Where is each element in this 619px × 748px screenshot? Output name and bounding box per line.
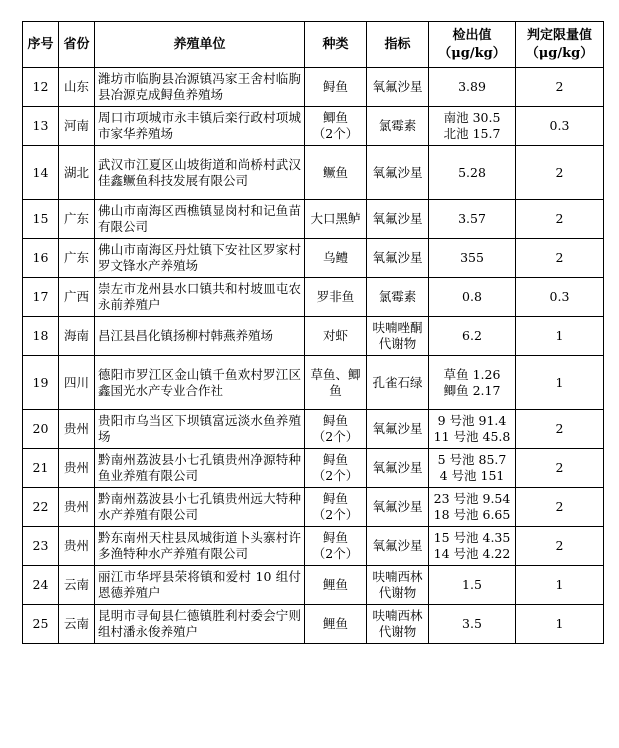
cell-indicator-line: 氧氟沙星 (372, 211, 423, 226)
cell-limit: 0.3 (516, 278, 604, 317)
cell-province: 云南 (59, 605, 95, 644)
table-row (23, 200, 604, 239)
cell-indicator-line: 氯霉素 (378, 118, 417, 133)
cell-farm: 崇左市龙州县水口镇共和村坡皿屯农永前养殖户 (95, 278, 305, 317)
cell-province: 湖北 (59, 146, 95, 200)
cell-species (305, 527, 367, 566)
cell-species (305, 317, 367, 356)
cell-no: 13 (23, 107, 59, 146)
cell-indicator-line: 代谢物 (378, 585, 417, 600)
cell-species-line: 大口黑鲈 (310, 211, 361, 226)
cell-detected (429, 107, 516, 146)
header-limit (516, 22, 604, 68)
cell-farm: 贵阳市乌当区下坝镇富远淡水鱼养殖场 (95, 410, 305, 449)
cell-detected (429, 449, 516, 488)
table-row (23, 449, 604, 488)
cell-province: 广东 (59, 239, 95, 278)
cell-detected-line: 11 号池 45.8 (433, 429, 511, 444)
cell-species-line: （2个） (312, 429, 359, 444)
cell-species (305, 68, 367, 107)
cell-province: 广西 (59, 278, 95, 317)
cell-species-line: 鲟鱼 (322, 491, 348, 506)
table-row (23, 278, 604, 317)
cell-indicator (367, 356, 429, 410)
cell-detected (429, 317, 516, 356)
cell-indicator (367, 605, 429, 644)
cell-detected-line: 0.8 (462, 289, 482, 304)
cell-detected-line: 鲫鱼 2.17 (443, 382, 501, 398)
cell-no: 17 (23, 278, 59, 317)
cell-species-line: 草鱼、鲫鱼 (310, 366, 361, 398)
cell-detected-line: 15 号池 4.35 (433, 530, 511, 545)
header-detected-unit: （μg/kg） (438, 45, 506, 61)
cell-species (305, 200, 367, 239)
cell-limit: 2 (516, 527, 604, 566)
cell-species-line: 罗非鱼 (316, 289, 355, 304)
cell-indicator-line: 孔雀石绿 (372, 374, 423, 390)
cell-indicator (367, 278, 429, 317)
table-row (23, 566, 604, 605)
cell-province: 贵州 (59, 488, 95, 527)
cell-detected-line: 23 号池 9.54 (433, 491, 511, 506)
cell-limit: 0.3 (516, 107, 604, 146)
cell-no: 20 (23, 410, 59, 449)
header-limit-title: 判定限量值 (526, 27, 592, 43)
cell-indicator-line: 代谢物 (378, 336, 417, 351)
table-row (23, 356, 604, 410)
header-province: 省份 (59, 22, 95, 68)
table-row (23, 527, 604, 566)
cell-limit: 1 (516, 356, 604, 410)
cell-species-line: 鲤鱼 (322, 616, 348, 631)
cell-indicator (367, 410, 429, 449)
cell-province: 河南 (59, 107, 95, 146)
cell-farm: 昆明市寻甸县仁德镇胜利村委会宁则组村潘永俊养殖户 (95, 605, 305, 644)
header-farm: 养殖单位 (95, 22, 305, 68)
cell-detected-line: 6.2 (462, 328, 482, 343)
cell-detected-line: 14 号池 4.22 (433, 546, 511, 561)
cell-indicator-line: 氧氟沙星 (372, 79, 423, 94)
cell-indicator (367, 107, 429, 146)
cell-farm: 丽江市华坪县荣将镇和爱村 10 组付恩德养殖户 (95, 566, 305, 605)
cell-species-line: 鲟鱼 (322, 413, 348, 428)
cell-detected (429, 278, 516, 317)
cell-indicator (367, 488, 429, 527)
cell-no: 25 (23, 605, 59, 644)
table-row (23, 107, 604, 146)
cell-species (305, 566, 367, 605)
cell-detected (429, 356, 516, 410)
cell-indicator-line: 氧氟沙星 (372, 421, 423, 436)
cell-detected-line: 5.28 (458, 164, 486, 180)
header-row (23, 22, 604, 68)
cell-detected (429, 566, 516, 605)
cell-detected-line: 9 号池 91.4 (437, 413, 507, 428)
header-indicator: 指标 (367, 22, 429, 68)
cell-indicator (367, 239, 429, 278)
cell-indicator (367, 68, 429, 107)
cell-limit: 2 (516, 146, 604, 200)
cell-species-line: 鲟鱼 (322, 452, 348, 467)
cell-farm: 昌江县昌化镇扬柳村韩燕养殖场 (95, 317, 305, 356)
cell-species-line: （2个） (312, 546, 359, 561)
cell-farm: 周口市项城市永丰镇后栾行政村项城市家华养殖场 (95, 107, 305, 146)
cell-farm: 佛山市南海区丹灶镇下安社区罗家村罗文锋水产养殖场 (95, 239, 305, 278)
cell-limit: 2 (516, 410, 604, 449)
cell-province: 山东 (59, 68, 95, 107)
cell-no: 22 (23, 488, 59, 527)
cell-indicator-line: 氧氟沙星 (372, 538, 423, 553)
cell-detected (429, 488, 516, 527)
table-row (23, 146, 604, 200)
cell-species-line: 鳜鱼 (322, 164, 348, 180)
cell-indicator (367, 146, 429, 200)
cell-farm: 潍坊市临朐县冶源镇冯家王舍村临朐县冶源克成鲟鱼养殖场 (95, 68, 305, 107)
cell-detected-line: 草鱼 1.26 (443, 366, 501, 382)
cell-detected-line: 南池 30.5 (443, 110, 501, 125)
cell-limit: 2 (516, 239, 604, 278)
cell-no: 24 (23, 566, 59, 605)
cell-species (305, 239, 367, 278)
cell-detected-line: 3.5 (462, 616, 482, 631)
cell-species (305, 605, 367, 644)
cell-species (305, 449, 367, 488)
cell-detected (429, 200, 516, 239)
cell-no: 19 (23, 356, 59, 410)
cell-detected-line: 18 号池 6.65 (433, 507, 511, 522)
cell-indicator (367, 317, 429, 356)
cell-detected (429, 410, 516, 449)
cell-indicator-line: 氧氟沙星 (372, 499, 423, 514)
cell-detected-line: 355 (460, 250, 484, 265)
header-species: 种类 (305, 22, 367, 68)
cell-no: 15 (23, 200, 59, 239)
cell-detected-line: 4 号池 151 (439, 468, 505, 483)
cell-limit: 2 (516, 200, 604, 239)
cell-indicator-line: 氧氟沙星 (372, 460, 423, 475)
cell-detected (429, 239, 516, 278)
cell-species-line: 对虾 (322, 328, 348, 343)
cell-species (305, 410, 367, 449)
cell-no: 18 (23, 317, 59, 356)
cell-indicator-line: 呋喃西林 (372, 608, 423, 623)
cell-province: 贵州 (59, 410, 95, 449)
cell-species (305, 356, 367, 410)
cell-province: 广东 (59, 200, 95, 239)
cell-species (305, 146, 367, 200)
cell-indicator (367, 527, 429, 566)
cell-indicator (367, 566, 429, 605)
cell-limit: 1 (516, 566, 604, 605)
cell-species-line: （2个） (312, 468, 359, 483)
cell-limit: 1 (516, 605, 604, 644)
table-row (23, 317, 604, 356)
header-limit-unit: （μg/kg） (525, 45, 594, 61)
cell-detected-line: 1.5 (462, 577, 482, 592)
cell-detected-line: 3.57 (458, 211, 486, 226)
cell-species (305, 488, 367, 527)
cell-limit: 2 (516, 68, 604, 107)
table-row (23, 605, 604, 644)
cell-province: 四川 (59, 356, 95, 410)
cell-species-line: （2个） (312, 126, 359, 141)
cell-species (305, 107, 367, 146)
cell-province: 贵州 (59, 527, 95, 566)
cell-species-line: 鲟鱼 (322, 530, 348, 545)
cell-province: 贵州 (59, 449, 95, 488)
cell-indicator-line: 氧氟沙星 (372, 164, 423, 180)
cell-species-line: 鲤鱼 (322, 577, 348, 592)
header-detected (429, 22, 516, 68)
cell-detected (429, 527, 516, 566)
cell-indicator (367, 200, 429, 239)
table-row (23, 239, 604, 278)
cell-species-line: 鲟鱼 (322, 79, 348, 94)
cell-limit: 1 (516, 317, 604, 356)
cell-no: 16 (23, 239, 59, 278)
header-detected-title: 检出值 (452, 27, 492, 43)
cell-farm: 佛山市南海区西樵镇显岗村和记鱼苗有限公司 (95, 200, 305, 239)
cell-no: 23 (23, 527, 59, 566)
cell-indicator-line: 呋喃西林 (372, 569, 423, 584)
cell-farm: 黔东南州天柱县凤城街道卜头寨村许多渔特种水产养殖有限公司 (95, 527, 305, 566)
cell-farm: 黔南州荔波县小七孔镇贵州净源特种鱼业养殖有限公司 (95, 449, 305, 488)
cell-species-line: 鲫鱼 (322, 110, 348, 125)
cell-indicator-line: 代谢物 (378, 624, 417, 639)
cell-limit: 2 (516, 488, 604, 527)
cell-detected (429, 68, 516, 107)
cell-detected-line: 3.89 (458, 79, 486, 94)
cell-province: 海南 (59, 317, 95, 356)
table-row (23, 410, 604, 449)
cell-no: 21 (23, 449, 59, 488)
cell-detected (429, 146, 516, 200)
cell-species-line: （2个） (312, 507, 359, 522)
cell-no: 14 (23, 146, 59, 200)
cell-no: 12 (23, 68, 59, 107)
cell-detected-line: 5 号池 85.7 (437, 452, 507, 467)
cell-species (305, 278, 367, 317)
cell-farm: 武汉市江夏区山坡街道和尚桥村武汉佳鑫鳜鱼科技发展有限公司 (95, 146, 305, 200)
cell-indicator (367, 449, 429, 488)
cell-indicator-line: 氧氟沙星 (372, 250, 423, 265)
cell-detected-line: 北池 15.7 (443, 126, 501, 141)
cell-farm: 德阳市罗江区金山镇千鱼欢村罗江区鑫国光水产专业合作社 (95, 356, 305, 410)
cell-indicator-line: 呋喃唑酮 (372, 320, 423, 335)
table-body (23, 68, 604, 644)
cell-indicator-line: 氯霉素 (378, 289, 417, 304)
table-row (23, 68, 604, 107)
detection-results-table (22, 21, 604, 644)
header-no: 序号 (23, 22, 59, 68)
cell-species-line: 乌鳢 (322, 250, 348, 265)
cell-farm: 黔南州荔波县小七孔镇贵州远大特种水产养殖有限公司 (95, 488, 305, 527)
cell-detected (429, 605, 516, 644)
cell-limit: 2 (516, 449, 604, 488)
cell-province: 云南 (59, 566, 95, 605)
table-row (23, 488, 604, 527)
